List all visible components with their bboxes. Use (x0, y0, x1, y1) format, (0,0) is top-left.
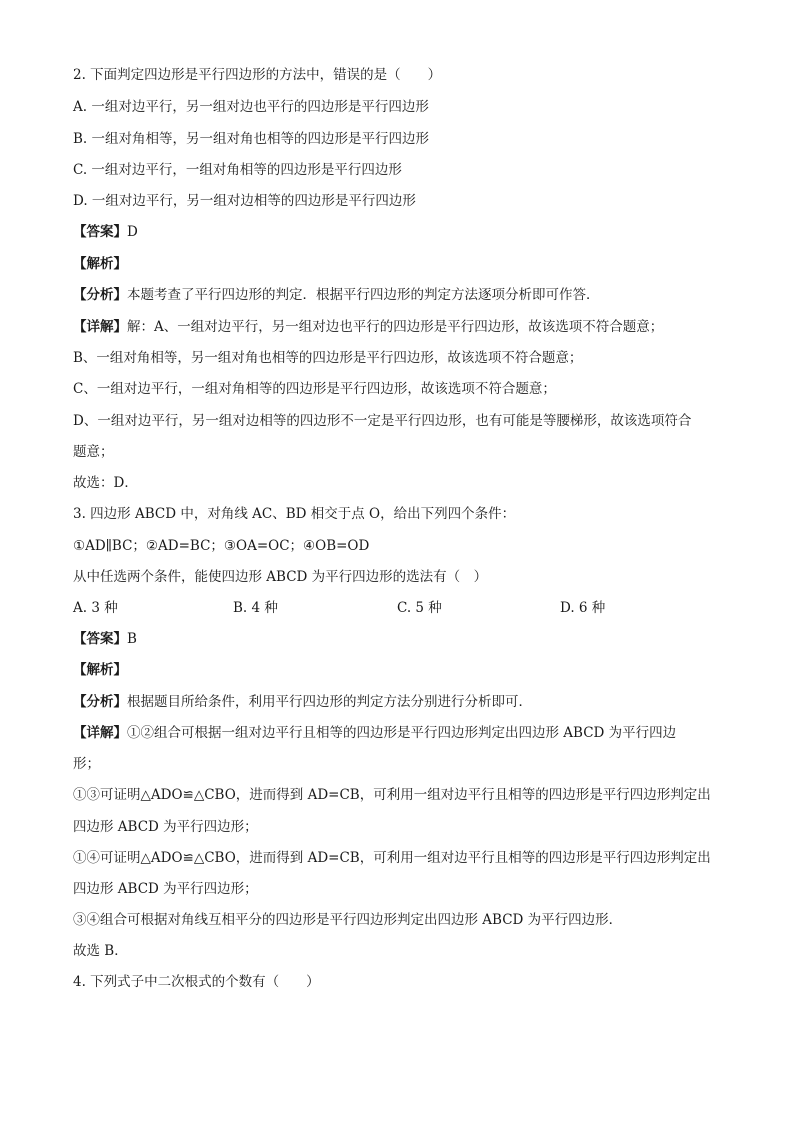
q2-stem: 2. 下面判定四边形是平行四边形的方法中，错误的是（ ） (73, 67, 442, 83)
q2-line: 题意； (73, 444, 114, 460)
answer-tag: 【答案】 (73, 224, 127, 240)
q3-answer (73, 630, 137, 648)
q2-option-c: C. 一组对边平行，一组对角相等的四边形是平行四边形 (73, 162, 402, 178)
q3-line: 四边形 ABCD 为平行四边形； (73, 819, 258, 835)
q3-option-d: D. 6 种 (560, 600, 606, 616)
q3-line: 形； (73, 756, 100, 772)
q3-conditions: ①AD∥BC；②AD=BC；③OA=OC；④OB=OD (73, 538, 370, 554)
xiangjie-text: 解：A、一组对边平行，另一组对边也平行的四边形是平行四边形，故该选项不符合题意； (127, 319, 664, 335)
q3-option-a: A. 3 种 (73, 600, 118, 616)
q3-line: ①③可证明△ADO≌△CBO，进而得到 AD=CB，可利用一组对边平行且相等的四边形是平行四边形判定出 (73, 787, 711, 803)
q2-line: B、一组对角相等，另一组对角也相等的四边形是平行四边形，故该选项不符合题意； (73, 350, 583, 366)
fenxi-tag: 【分析】 (73, 287, 127, 303)
fenxi-text: 本题考查了平行四边形的判定．根据平行四边形的判定方法逐项分析即可作答． (127, 287, 600, 303)
q3-option-b: B. 4 种 (233, 600, 278, 616)
q3-line: ③④组合可根据对角线互相平分的四边形是平行四边形判定出四边形 ABCD 为平行四边形． (73, 912, 623, 928)
xiangjie-tag: 【详解】 (73, 319, 127, 335)
q2-line: C、一组对边平行，一组对角相等的四边形是平行四边形，故该选项不符合题意； (73, 381, 556, 397)
q3-line: ①④可证明△ADO≌△CBO，进而得到 AD=CB，可利用一组对边平行且相等的四边形是平行四边形判定出 (73, 850, 711, 866)
answer-tag: 【答案】 (73, 631, 127, 647)
q2-option-d: D. 一组对边平行，另一组对边相等的四边形是平行四边形 (73, 193, 416, 209)
q2-line: 故选：D． (73, 475, 138, 491)
q4-stem: 4. 下列式子中二次根式的个数有（ ） (73, 974, 320, 990)
q3-option-c: C. 5 种 (397, 600, 442, 616)
q3-question: 从中任选两个条件，能使四边形 ABCD 为平行四边形的选法有（ ） (73, 569, 488, 585)
answer-value: D (127, 224, 138, 240)
q2-answer (73, 223, 138, 241)
fenxi-text: 根据题目所给条件，利用平行四边形的判定方法分别进行分析即可． (127, 694, 532, 710)
answer-value: B (127, 631, 137, 647)
q3-stem: 3. 四边形 ABCD 中，对角线 AC、BD 相交于点 O，给出下列四个条件： (73, 506, 516, 522)
q3-fenxi (73, 693, 532, 711)
fenxi-tag: 【分析】 (73, 694, 127, 710)
q3-line: 故选 B． (73, 943, 128, 959)
xiangjie-text: ①②组合可根据一组对边平行且相等的四边形是平行四边形判定出四边形 ABCD 为平行四边 (127, 725, 677, 741)
q3-line: 四边形 ABCD 为平行四边形； (73, 881, 258, 897)
q3-xiangjie (73, 724, 676, 742)
q3-jiexi-tag: 【解析】 (73, 662, 127, 678)
q2-option-b: B. 一组对角相等，另一组对角也相等的四边形是平行四边形 (73, 131, 430, 147)
q2-xiangjie (73, 318, 663, 336)
q2-option-a: A. 一组对边平行，另一组对边也平行的四边形是平行四边形 (73, 99, 429, 115)
q2-fenxi (73, 286, 600, 304)
xiangjie-tag: 【详解】 (73, 725, 127, 741)
q2-jiexi-tag: 【解析】 (73, 256, 127, 272)
q2-line: D、一组对边平行，另一组对边相等的四边形不一定是平行四边形，也有可能是等腰梯形，故该选项符合 (73, 413, 692, 429)
